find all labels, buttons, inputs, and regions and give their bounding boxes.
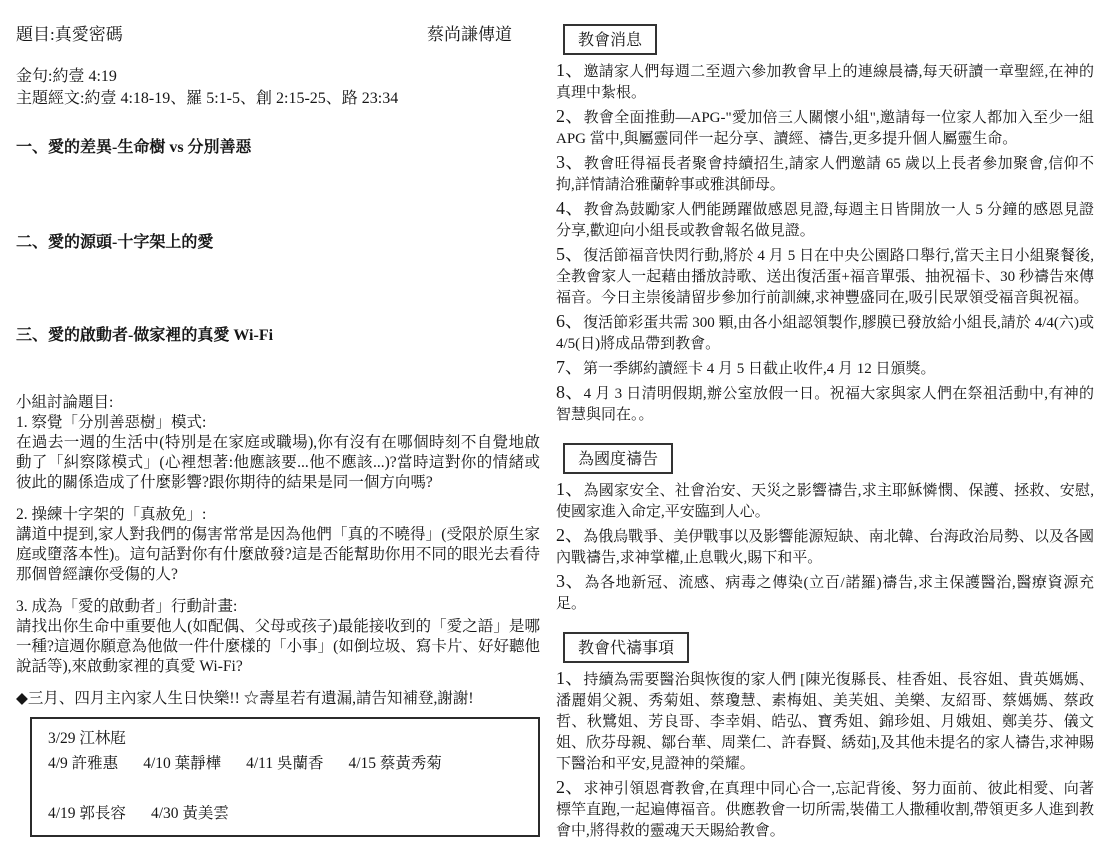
item-number: 1、 <box>556 60 584 80</box>
news-item <box>556 198 1094 242</box>
intercession-heading-box: 教會代禱事項 <box>563 632 689 663</box>
item-number: 8、 <box>556 382 584 402</box>
item-number: 3、 <box>556 571 585 591</box>
question-body: 講道中提到,家人對我們的傷害常常是因為他們「真的不曉得」(受限於原生家庭或墮落本性)。這句話對你有什麼啟發?這是否能幫助你用不同的眼光去看待那個曾經讓你受傷的人? <box>16 526 540 583</box>
item-number: 7、 <box>556 357 583 377</box>
birthday-entry: 4/11 吳蘭香 <box>246 755 324 772</box>
question-body: 在過去一週的生活中(特別是在家庭或職場),你有沒有在哪個時刻不自覺地啟動了「糾察隊模式」(心裡想著:他應該要...他不應該...)?當時這對你的情緒或彼此的關係造成了什麼影響?跟你期待的結果是同一個方向嗎? <box>16 434 540 491</box>
item-number: 6、 <box>556 311 584 331</box>
question-title: 2. 操練十字架的「真赦免」: <box>16 506 207 523</box>
item-text: 為俄烏戰爭、美伊戰事以及影響能源短缺、南北韓、台海政治局勢、以及各國內戰禱告,求神掌權,止息戰火,賜下和平。 <box>556 529 1094 566</box>
item-text: 為國家安全、社會治安、天災之影響禱告,求主耶穌憐憫、保護、拯救、安慰,使國家進入命定,平安臨到人心。 <box>556 483 1095 520</box>
prayer-item <box>556 479 1094 523</box>
item-text: 復活節福音快閃行動,將於 4 月 5 日在中央公園路口舉行,當天主日小組聚餐後,全教會家人一起藉由播放詩歌、送出復活蛋+福音單張、抽祝福卡、30 秒禱告來傳福音。今日主崇後請留步參加行前訓練,求神豐盛同在,吸引民眾領受福音與祝福。 <box>556 248 1094 306</box>
discussion-question <box>16 597 540 677</box>
question-title: 3. 成為「愛的啟動者」行動計畫: <box>16 598 238 615</box>
birthday-entry: 4/9 許雅惠 <box>48 755 119 772</box>
news-item <box>556 106 1094 150</box>
golden-verse: 金句:約壹 4:19 <box>16 68 117 85</box>
prayer-item <box>556 571 1094 615</box>
nation-prayer-heading-box: 為國度禱告 <box>563 443 673 474</box>
item-number: 2、 <box>556 525 584 545</box>
birthday-entry: 4/10 葉靜樺 <box>143 755 222 772</box>
title-row <box>16 20 540 45</box>
news-item <box>556 382 1094 426</box>
birthday-entry: 4/30 黃美雲 <box>150 805 229 822</box>
question-body: 請找出你生命中重要他人(如配偶、父母或孩子)最能接收到的「愛之語」是哪一種?這週你願意為他做一件什麼樣的「小事」(如倒垃圾、寫卡片、好好聽他說話等),來啟動家裡的真愛 Wi-Fi? <box>16 618 540 675</box>
birthday-heading: ◆三月、四月主內家人生日快樂!! ☆壽星若有遺漏,請告知補登,謝謝! <box>16 690 474 707</box>
news-item <box>556 244 1094 309</box>
item-text: 教會為鼓勵家人們能踴躍做感恩見證,每週主日皆開放一人 5 分鐘的感恩見證分享,歡迎向小組長或教會報名做見證。 <box>556 202 1094 239</box>
theme-scripture: 主題經文:約壹 4:18-19、羅 5:1-5、創 2:15-25、路 23:34 <box>16 90 399 107</box>
birthday-april-row <box>48 751 528 826</box>
church-news-heading-box: 教會消息 <box>563 24 657 55</box>
item-text: 持續為需要醫治與恢復的家人們 [陳光復縣長、桂香姐、長容姐、貴英媽媽、潘麗娟父親、秀菊姐、蔡瓊慧、素梅姐、美芙姐、美樂、友紹哥、蔡媽媽、蔡政哲、秋鷺姐、芳良哥、李幸娟、皓弘、寶秀姐、錦珍姐、月娥姐、鄭美芬、儀文姐、欣芬母親、鄒台華、周業仁、許春賢、綉茹],及其他未提名的家人禱告,求神賜下醫治和平安,見證神的榮耀。 <box>556 672 1095 772</box>
intercession-items <box>556 668 1094 842</box>
item-number: 3、 <box>556 152 584 172</box>
prayer-item <box>556 525 1094 569</box>
question-title: 1. 察覺「分別善惡樹」模式: <box>16 414 207 431</box>
section-intercession <box>556 632 1094 842</box>
birthday-march-row <box>48 726 528 751</box>
item-number: 1、 <box>556 668 584 688</box>
item-number: 2、 <box>556 777 584 797</box>
discussion-questions <box>16 413 540 677</box>
item-text: 4 月 3 日清明假期,辦公室放假一日。祝福大家與家人們在祭祖活動中,有神的智慧與同在。。 <box>556 386 1094 423</box>
item-text: 求神引領恩膏教會,在真理中同心合一,忘記背後、努力面前、彼此相愛、向著標竿直跑,一起遍傳福音。供應教會一切所需,裝備工人撒種收割,帶領更多人進到教會中,將得救的靈魂天天賜給教會。 <box>556 781 1095 839</box>
announcements-column <box>556 24 1094 856</box>
item-number: 4、 <box>556 198 584 218</box>
item-text: 第一季綁約讀經卡 4 月 5 日截止收件,4 月 12 日頒獎。 <box>583 361 936 377</box>
news-item <box>556 311 1094 355</box>
church-news-items <box>556 60 1094 426</box>
birthday-box <box>30 717 540 837</box>
scripture-block <box>16 66 540 110</box>
outline-point: 二、愛的源頭-十字架上的愛 <box>16 234 214 251</box>
item-number: 1、 <box>556 479 584 499</box>
section-nation-prayer <box>556 443 1094 615</box>
discussion-question <box>16 413 540 493</box>
news-item <box>556 152 1094 196</box>
item-number: 2、 <box>556 106 584 126</box>
birthday-entry: 4/15 蔡黃秀菊 <box>348 755 442 772</box>
discussion-question <box>16 505 540 585</box>
intercession-item <box>556 777 1094 842</box>
item-text: 復活節彩蛋共需 300 顆,由各小組認領製作,膠膜已發放給小組長,請於 4/4(六)或 4/5(日)將成品帶到教會。 <box>556 315 1095 352</box>
discussion-heading: 小組討論題目: <box>16 394 114 411</box>
sermon-notes-column <box>16 20 540 837</box>
item-number: 5、 <box>556 244 584 264</box>
item-text: 為各地新冠、流感、病毒之傳染(立百/諾羅)禱告,求主保護醫治,醫療資源充足。 <box>556 575 1095 612</box>
outline-point: 一、愛的差異-生命樹 vs 分別善惡 <box>16 139 252 156</box>
sermon-outline <box>16 134 540 345</box>
news-item <box>556 60 1094 104</box>
news-item <box>556 357 1094 380</box>
item-text: 邀請家人們每週二至週六參加教會早上的連線晨禱,每天研讀一章聖經,在神的真理中紮根。 <box>556 64 1095 101</box>
section-church-news <box>556 24 1094 426</box>
intercession-item <box>556 668 1094 775</box>
item-text: 教會旺得福長者聚會持續招生,請家人們邀請 65 歲以上長者參加聚會,信仰不拘,詳情請洽雅蘭幹事或雅淇師母。 <box>556 156 1094 193</box>
birthday-entry: 3/29 江林屘 <box>48 730 126 747</box>
sermon-title: 題目:真愛密碼 <box>16 25 123 44</box>
nation-prayer-items <box>556 479 1094 615</box>
item-text: 教會全面推動—APG-"愛加倍三人關懷小組",邀請每一位家人都加入至少一組 APG 當中,與屬靈同伴一起分享、讀經、禱告,更多提升個人屬靈生命。 <box>556 110 1094 147</box>
outline-point: 三、愛的啟動者-做家裡的真愛 Wi-Fi <box>16 327 274 344</box>
birthday-entry: 4/19 郭長容 <box>48 805 126 822</box>
preacher-name: 蔡尚謙傳道 <box>427 25 512 44</box>
